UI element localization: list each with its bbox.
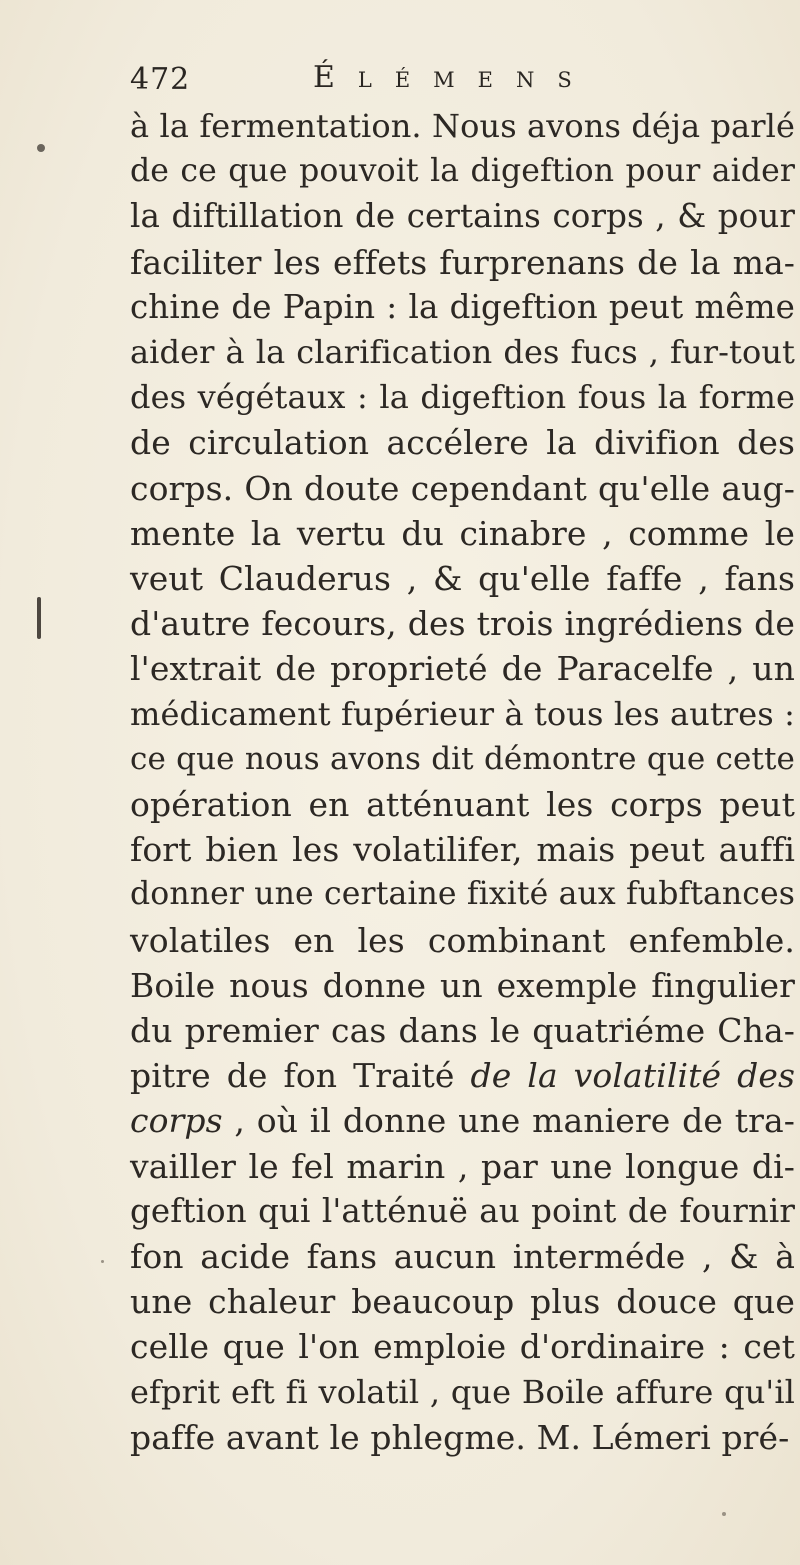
text-line (130, 1053, 795, 1098)
italic-title: de la volatilité des (470, 1056, 795, 1096)
text-line: mente la vertu du cinabre , comme le (130, 513, 795, 553)
text-line: opération en atténuant les corps peut (130, 785, 795, 825)
margin-dot-mark (37, 144, 45, 152)
text-line: de ce que pouvoit la digeftion pour aider (130, 153, 795, 190)
text-line: chine de Papin : la digeftion peut même (130, 287, 795, 326)
text-line: à la fermentation. Nous avons déja parlé (130, 107, 795, 145)
text-line: aider à la clarification des fucs , fur-tout (130, 333, 795, 372)
text-line: corps. On doute cependant qu'elle aug- (130, 468, 795, 508)
text-line: ce que nous avons dit démontre que cette (130, 740, 795, 777)
text-line: du premier cas dans le quatriéme Cha- (130, 1011, 795, 1051)
text-line: volatiles en les combinant enfemble. (130, 920, 795, 960)
text-line: vailler le fel marin , par une longue di- (130, 1146, 795, 1186)
text-line: une chaleur beaucoup plus douce que (130, 1282, 795, 1322)
text-line: d'autre fecours, des trois ingrédiens de (130, 604, 795, 644)
text-line: veut Clauderus , & qu'elle faffe , fans (130, 559, 795, 599)
margin-bar-mark (37, 597, 41, 639)
text-line: l'extrait de proprieté de Paracelfe , un (130, 649, 795, 689)
text-line: celle que l'on emploie d'ordinaire : cet (130, 1327, 795, 1367)
italic-title: corps (130, 1101, 223, 1141)
text-line: Boile nous donne un exemple fingulier (130, 965, 795, 1005)
text-line: des végétaux : la digeftion fous la forme (130, 378, 795, 417)
body-text (130, 104, 795, 1460)
text-segment: pitre de fon Traité (130, 1056, 455, 1096)
running-title: Élémens (313, 60, 595, 95)
text-line: la diftillation de certains corps , & pour (130, 197, 795, 236)
text-line (130, 1098, 795, 1143)
text-line: geftion qui l'atténuë au point de fournir (130, 1191, 795, 1230)
text-line: fon acide fans aucun interméde , & à (130, 1237, 795, 1277)
paper-speck (722, 1512, 726, 1516)
text-line: faciliter les effets furprenans de la ma- (130, 242, 795, 282)
text-segment: , où il donne une maniere de tra- (234, 1101, 795, 1141)
text-line: efprit eft fi volatil , que Boile affure qu'il (130, 1372, 795, 1411)
paper-speck (101, 1260, 104, 1263)
text-line: médicament fupérieur à tous les autres : (130, 694, 795, 733)
text-line: de circulation accélere la divifion des (130, 423, 795, 463)
page-number: 472 (130, 62, 191, 97)
text-line: paffe avant le phlegme. M. Lémeri pré- (130, 1417, 790, 1457)
text-line: fort bien les volatilifer, mais peut auffi (130, 830, 795, 870)
text-line: donner une certaine fixité aux fubftances (130, 876, 795, 913)
